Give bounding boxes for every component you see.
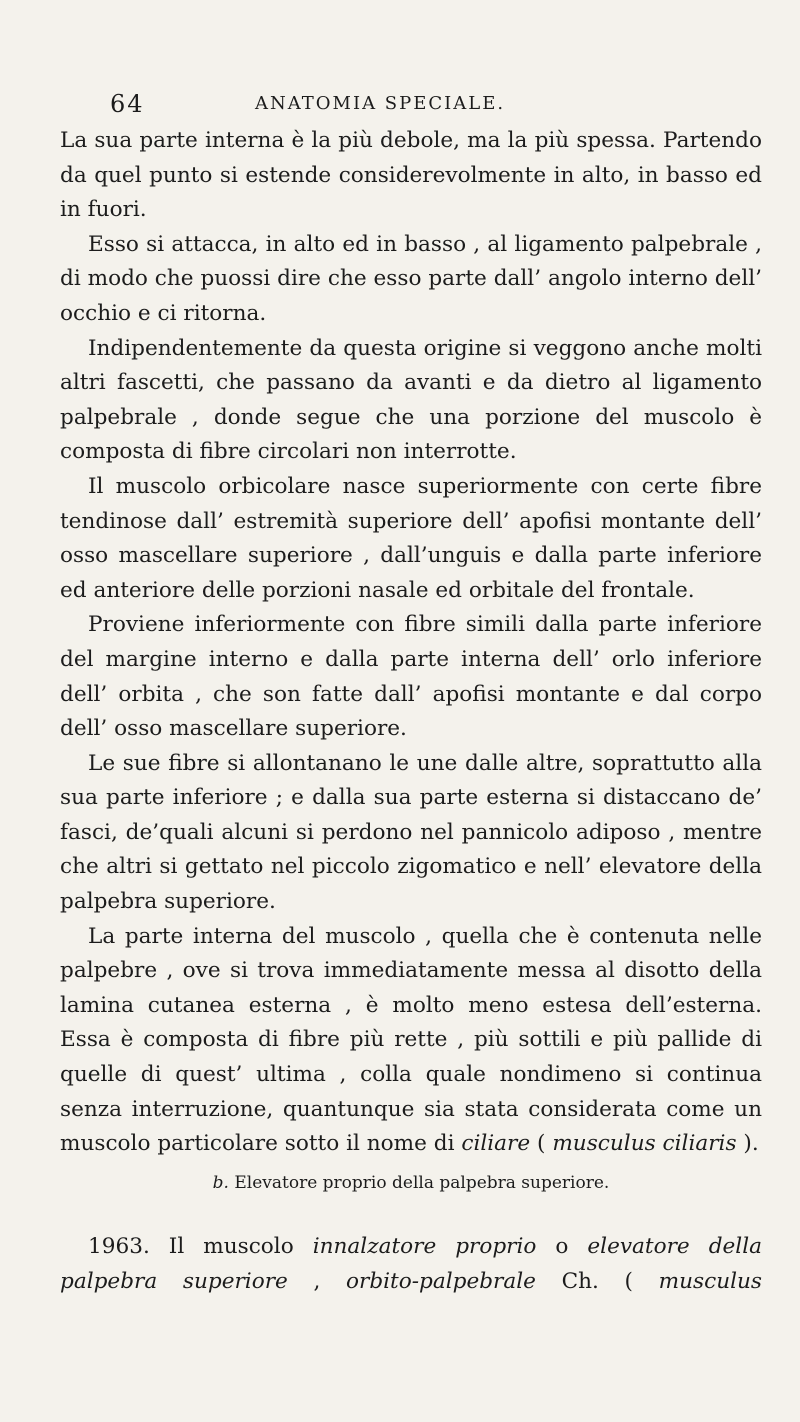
body-text <box>60 124 762 1300</box>
page-number: 64 <box>110 90 145 118</box>
paragraph: Indipendentemente da questa origine si veggono anche molti altri fascetti, che passano da avanti e da dietro al ligamento palpebrale , donde segue che una porzione del muscolo è composta di fibre circolari non interrotte. <box>60 335 762 465</box>
paragraph-text: La parte interna del muscolo , quella che è contenuta nelle palpebre , ove si trova immediatamente messa al disotto della lamina cutanea esterna , è molto meno estesa dell’esterna. Essa è composta di fibre più rette , più sottili e più pallide di quelle di quest’ ultima , colla quale nondimeno si continua senza interruzione, quantunque sia stata considerata come un muscolo particolare sotto il nome di <box>60 923 762 1157</box>
italic-term: musculus ciliaris <box>552 1131 737 1157</box>
paragraph <box>60 920 762 1162</box>
paragraph-text: 1963. Il muscolo <box>88 1234 313 1260</box>
paragraph-text: ). <box>736 1131 759 1157</box>
paragraph: Proviene inferiormente con fibre simili dalla parte inferiore del margine interno e dalla parte interna dell’ orlo inferiore dell’ orbita , che son fatte dall’ apofisi montante e dal corpo dell’ osso mascellare superiore. <box>60 612 762 742</box>
subheading-text: Elevatore proprio della palpebra superiore. <box>228 1172 610 1193</box>
italic-term: orbito-palpebrale <box>346 1269 536 1294</box>
paragraph <box>60 1230 762 1299</box>
italic-term: ciliare <box>461 1131 531 1157</box>
italic-term: innalzatore proprio <box>312 1234 537 1260</box>
paragraph: Le sue fibre si allontanano le une dalle altre, soprattutto alla sua parte inferiore ; e dalla sua parte esterna si distaccano de’ fasci, de’quali alcuni si perdono nel pannicolo adiposo , mentre che altri si gettato nel piccolo zigomatico e nell’ elevatore della palpebra superiore. <box>60 750 762 915</box>
running-title: ANATOMIA SPECIALE. <box>255 93 506 114</box>
italic-term: elevatore della palpebra superiore <box>60 1234 762 1294</box>
paragraph-text: o <box>536 1234 588 1260</box>
paragraph: Il muscolo orbicolare nasce superiormente con certe fibre tendinose dall’ estremità superiore dell’ apofisi montante dell’ osso mascellare superiore , dall’unguis e dalla parte inferiore ed anteriore delle porzioni nasale ed orbitale del frontale. <box>60 473 762 603</box>
paragraph-text: , <box>287 1269 346 1294</box>
paragraph-text: Ch. ( <box>535 1269 659 1294</box>
paragraph: Esso si attacca, in alto ed in basso , al ligamento palpebrale , di modo che puossi dire che esso parte dall’ angolo interno dell’ occhio e ci ritorna. <box>60 231 762 326</box>
paragraph-text: ( <box>530 1131 553 1157</box>
italic-term: musculus <box>658 1269 763 1294</box>
section-subheading <box>60 1166 762 1201</box>
paragraph: La sua parte interna è la più debole, ma la più spessa. Partendo da quel punto si estende considerevolmente in alto, in basso ed in fuori. <box>60 128 762 223</box>
subheading-letter: b. <box>212 1172 229 1193</box>
